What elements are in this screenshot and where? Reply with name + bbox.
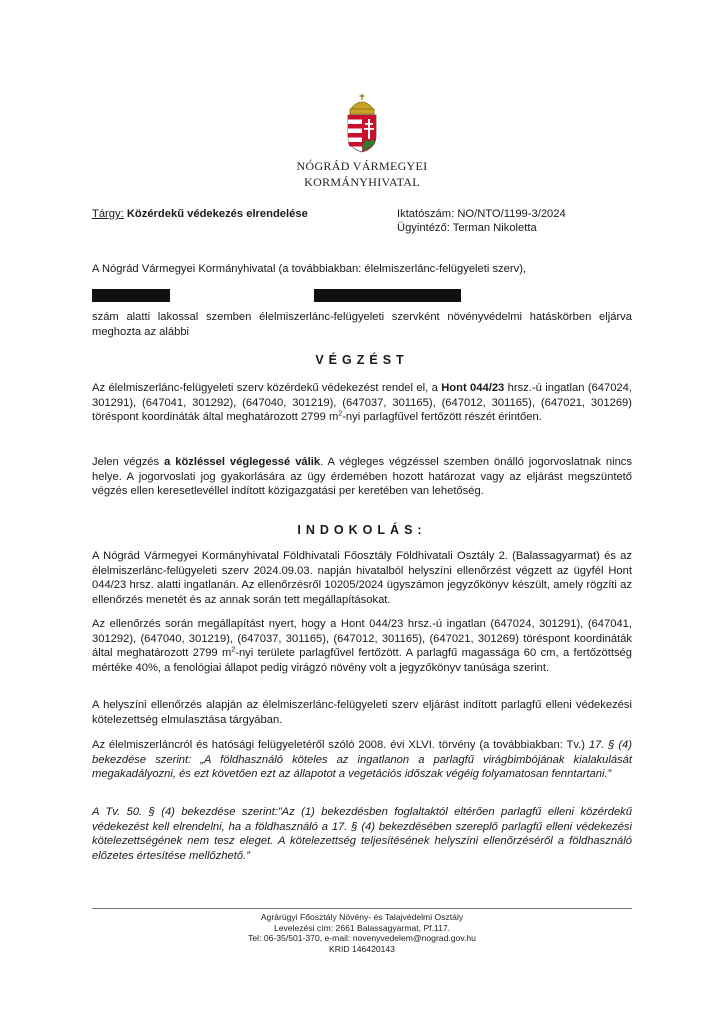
subject-line xyxy=(92,207,308,221)
footer xyxy=(0,912,724,954)
reasoning-text: -nyi területe parlagfűvel fertőzött. A parlagfű magassága 60 cm, a fertőzöttség mértéke 40%, a fenológiai állapot pedig virágzó növény volt a jegyzőkönyv tanúsága szerint. xyxy=(92,647,632,674)
decision-text: hrsz.-ú ingatlan (647024, 301291), (647041, 301292), (647040, 301219), (647037, 301165), (647012, 301165), (647021, 301269) töréspont koordináták által meghatározott 2799 m xyxy=(92,382,632,423)
redaction-bar xyxy=(92,289,170,302)
org-name-line2: KORMÁNYHIVATAL xyxy=(304,175,420,189)
property-id: Hont 044/23 xyxy=(441,382,505,394)
decision-paragraph-2 xyxy=(92,455,632,499)
law-quote: 17. § (4) bekezdése szerint: „A földhasználó köteles az ingatlanon a parlagfű virágbimbójának kialakulását megakadályozni, és ezt követően ezt az állapotot a vegetációs időszak végéig folyamatosan fenntartani.” xyxy=(92,739,632,780)
reasoning-paragraph-3: A helyszíni ellenőrzés alapján az élelmiszerlánc-felügyeleti szerv eljárást indított parlagfű elleni védekezési kötelezettség elmulasztása tárgyában. xyxy=(92,699,632,726)
reasoning-text: Az élelmiszerláncról és hatósági felügyeletéről szóló 2008. évi XLVI. törvény (a továbbiakban: Tv.) xyxy=(92,739,585,751)
reasoning-text: Az ellenőrzés során megállapítást nyert, hogy a Hont 044/23 hrsz.-ú ingatlan (647024, 301291), (647041, 301292), (647040, 301219), (647037, 301165), (647012, 301165), (647021, 301269) töréspont koordináták által meghatározott 2799 m xyxy=(92,618,632,659)
handler-label: Ügyintéző: xyxy=(397,222,450,234)
decision-text: Az élelmiszerlánc-felügyeleti szerv közérdekű védekezést rendel el, a xyxy=(92,382,438,394)
redaction-bar xyxy=(314,289,461,302)
reference-block xyxy=(397,207,566,235)
footer-department: Agrárügyi Főosztály Növény- és Talajvédelmi Osztály xyxy=(260,912,464,922)
reasoning-paragraph-1: A Nógrád Vármegyei Kormányhivatal Földhivatali Főosztály Földhivatali Osztály 2. (Balassagyarmat) és az élelmiszerlánc-felügyeleti szerv 2024.09.03. napján hivatalból helyszíni ellenőrzést végzett az ügyfél Hont 044/23 hrsz. alatti ingatlanán. Az ellenőrzésről 10205/2024 ügyszámon jegyzőkönyv készült, amely rögzíti az ellenőrzés menetét és az annak során tett megállapításokat. xyxy=(92,550,632,606)
ref-value: NO/NTO/1199-3/2024 xyxy=(457,208,566,220)
subject-label: Tárgy: xyxy=(92,208,124,220)
decision-text: -nyi parlagfűvel fertőzött részét érintően. xyxy=(342,411,542,423)
footer-divider xyxy=(92,908,632,909)
footer-address: Levelezési cím: 2661 Balassagyarmat, Pf.117. xyxy=(273,922,451,933)
finality-text: a közléssel véglegessé válik xyxy=(164,456,321,468)
reasoning-paragraph-5: A Tv. 50. § (4) bekezdése szerint:”Az (1) bekezdésben foglaltaktól eltérően parlagfű elleni közérdekű védekezést kell elrendelni, ha a földhasználó a 17. § (4) bekezdésében szereplő parlagfű elleni védekezési kötelezettségének nem tesz eleget. A kötelezettség teljesítésének helyszíni ellenőrzéséről a földhasználó előzetes értesítése mellőzhető.” xyxy=(92,806,632,862)
footer-contact: Tel: 06-35/501-370, e-mail: novenyvedelem@nograd.gov.hu xyxy=(248,933,476,944)
reasoning-paragraph-4 xyxy=(92,738,632,782)
decision-heading: VÉGZÉST xyxy=(315,353,409,367)
intro-paragraph: A Nógrád Vármegyei Kormányhivatal (a továbbiakban: élelmiszerlánc-felügyeleti szerv), xyxy=(92,263,527,275)
hungarian-coat-of-arms-icon xyxy=(342,92,382,154)
intro-paragraph-2: szám alatti lakossal szemben élelmiszerlánc-felügyeleti szervként növényvédelmi hatáskörben eljárva meghozta az alábbi xyxy=(92,311,632,338)
decision-text: . A végleges végzéssel szemben önálló jogorvoslatnak nincs helye. A jogorvoslati jog gyakorlására az ügy érdemében hozott határozat vagy az eljárást megszüntető végzés ellen keresetlevéllel indított közigazgatási per keretében van lehetőség. xyxy=(92,456,632,497)
footer-krid: KRID 146420143 xyxy=(329,943,395,954)
subject-value: Közérdekű védekezés elrendelése xyxy=(126,208,308,220)
handler-value: Terman Nikoletta xyxy=(452,222,537,234)
ref-label: Iktatószám: xyxy=(397,208,455,220)
superscript: 2 xyxy=(231,646,236,654)
reasoning-paragraph-2 xyxy=(92,617,632,675)
org-name-line1: NÓGRÁD VÁRMEGYEI xyxy=(296,159,428,173)
decision-text: Jelen végzés xyxy=(92,456,160,468)
superscript: 2 xyxy=(338,410,343,418)
reasoning-heading: INDOKOLÁS: xyxy=(297,523,427,537)
decision-paragraph-1 xyxy=(92,381,632,425)
